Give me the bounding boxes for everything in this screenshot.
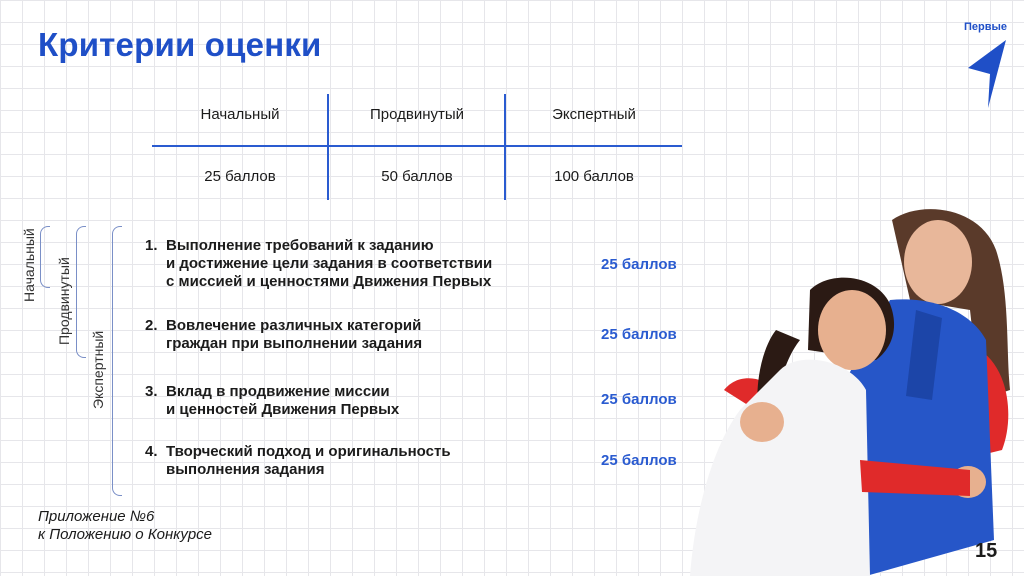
criterion-2-score: 25 баллов — [601, 326, 677, 343]
criterion-number: 1. — [145, 237, 158, 254]
criterion-line: Выполнение требований к заданию — [166, 237, 434, 254]
photo-woman-and-girl — [680, 200, 1024, 576]
criterion-1 — [145, 237, 158, 255]
criterion-line: Творческий подход и оригинальность — [166, 443, 451, 460]
appendix-note — [38, 508, 212, 544]
table-header-expert: Экспертный — [552, 106, 636, 123]
page-number: 15 — [975, 540, 998, 562]
criterion-number: 3. — [145, 383, 158, 400]
level-label-basic: Начальный — [21, 228, 37, 302]
table-points-expert: 100 баллов — [554, 168, 634, 185]
criterion-3-text — [166, 383, 399, 419]
criterion-4 — [145, 443, 158, 461]
appendix-line: к Положению о Конкурсе — [38, 526, 213, 543]
criterion-4-score: 25 баллов — [601, 452, 677, 469]
criterion-number: 2. — [145, 317, 158, 334]
criterion-line: и достижение цели задания в соответствии — [166, 255, 493, 272]
appendix-line: Приложение №6 — [38, 508, 155, 525]
criterion-line: и ценностей Движения Первых — [166, 401, 400, 418]
level-label-advanced: Продвинутый — [56, 257, 72, 345]
criterion-2-text — [166, 317, 422, 353]
criterion-line: Вовлечение различных категорий — [166, 317, 422, 334]
table-points-advanced: 50 баллов — [381, 168, 453, 185]
criterion-line: выполнения задания — [166, 461, 325, 478]
table-header-advanced: Продвинутый — [369, 106, 465, 123]
criterion-2 — [145, 317, 158, 335]
level-bracket-basic — [40, 226, 50, 288]
criterion-3 — [145, 383, 158, 401]
criterion-line: с миссией и ценностями Движения Первых — [166, 273, 492, 290]
criterion-1-text — [166, 237, 492, 291]
criterion-number: 4. — [145, 443, 158, 460]
criterion-3-score: 25 баллов — [601, 391, 677, 408]
level-bracket-advanced — [76, 226, 86, 358]
table-points-basic: 25 баллов — [204, 168, 276, 185]
level-bracket-expert — [112, 226, 122, 496]
criterion-line: Вклад в продвижение миссии — [166, 383, 390, 400]
criterion-4-text — [166, 443, 451, 479]
table-header-basic: Начальный — [200, 106, 280, 123]
table-divider — [152, 145, 682, 147]
criterion-line: граждан при выполнении задания — [166, 335, 423, 352]
page-title: Критерии оценки — [38, 26, 322, 63]
level-label-expert: Экспертный — [90, 330, 106, 409]
criterion-1-score: 25 баллов — [601, 256, 677, 273]
logo-text: Первые — [964, 21, 1008, 33]
logo-arrow-icon — [950, 18, 1020, 110]
